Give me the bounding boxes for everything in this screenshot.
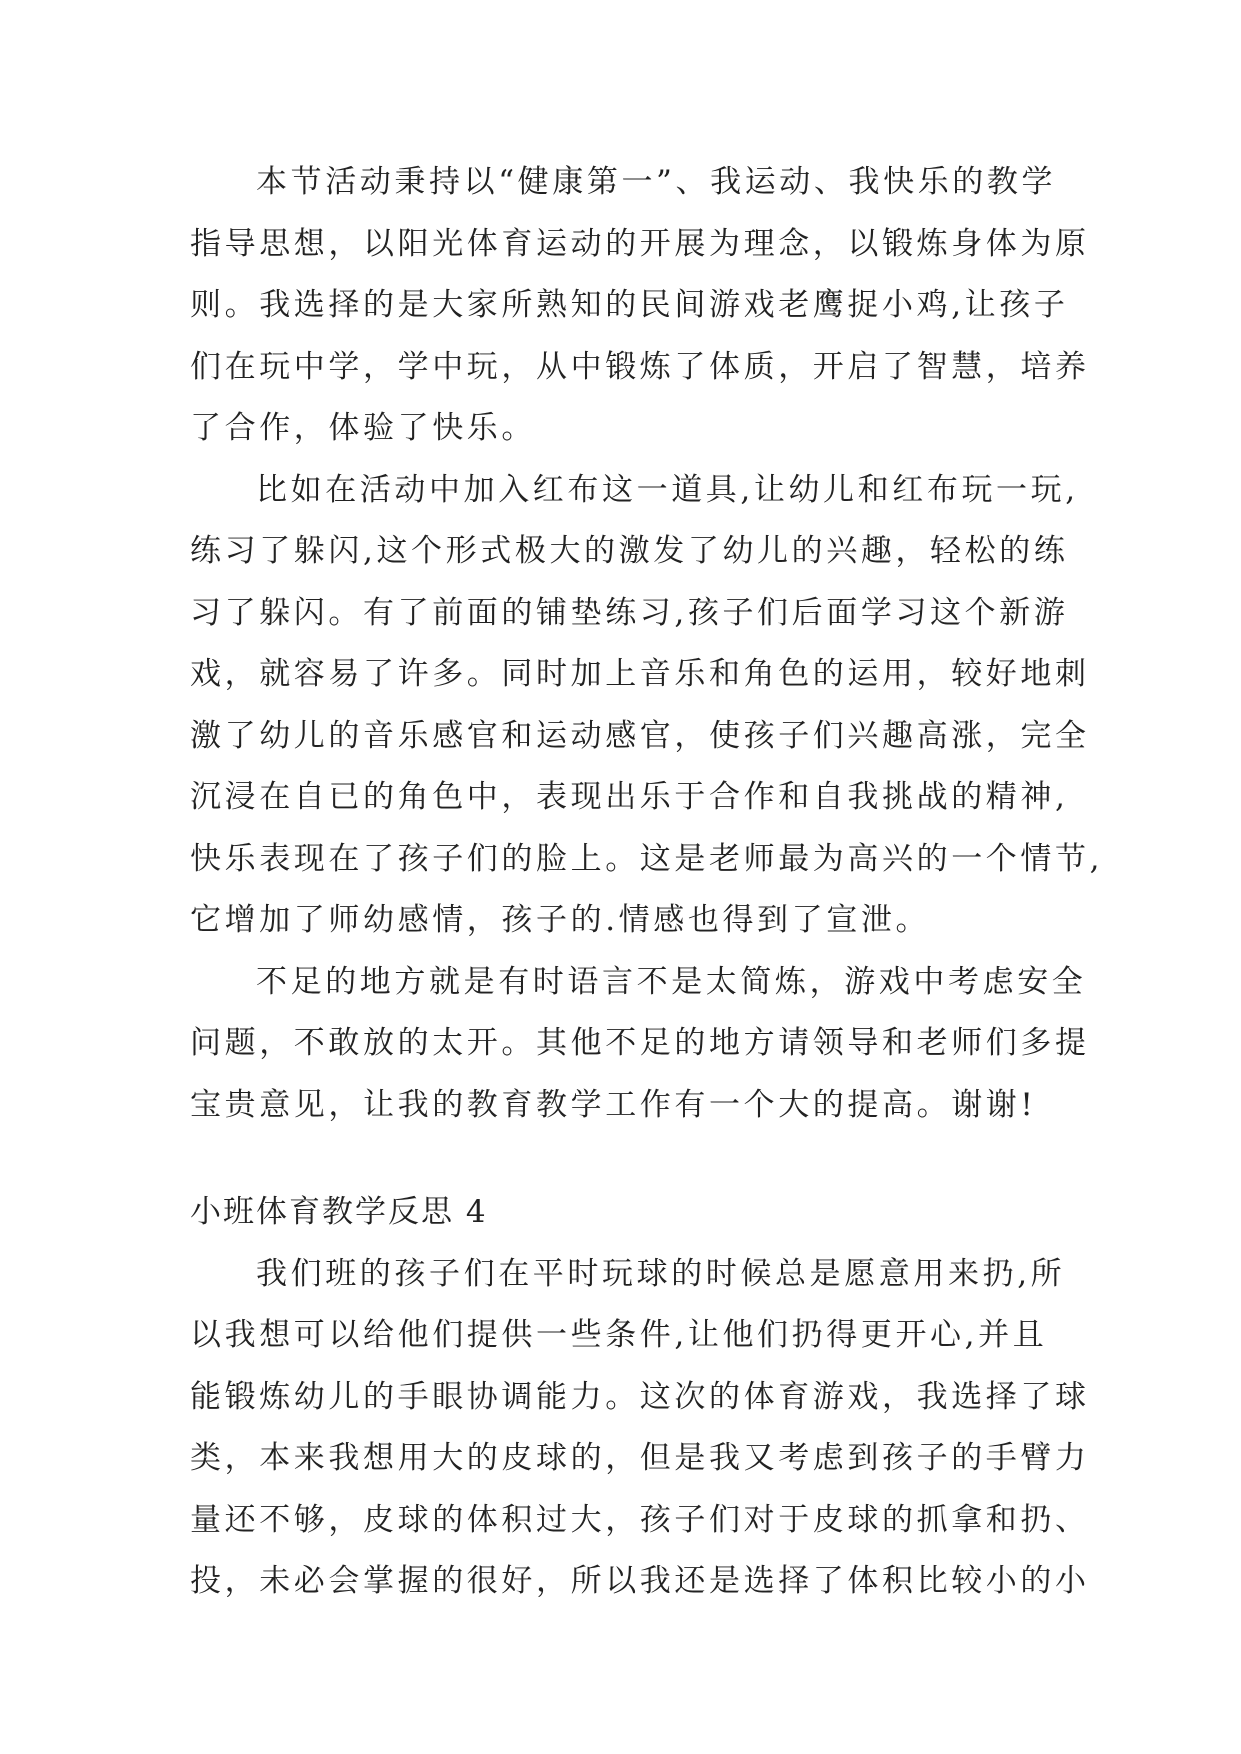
text-line: 了合作，体验了快乐。 <box>190 410 536 446</box>
text-line: 激了幼儿的音乐感官和运动感官，使孩子们兴趣高涨，完全 <box>190 717 1090 754</box>
text-line: 指导思想，以阳光体育运动的开展为理念，以锻炼身体为原 <box>190 225 1090 262</box>
text-line: 问题，不敢放的太开。其他不足的地方请领导和老师们多提 <box>190 1025 1090 1061</box>
text-line: 不足的地方就是有时语言不是太简炼，游戏中考虑安全 <box>256 963 1087 1000</box>
section-heading: 小班体育教学反思 4 <box>190 1194 488 1230</box>
text-line: 它增加了师幼感情，孩子的.情感也得到了宣泄。 <box>190 902 931 938</box>
text-line: 量还不够，皮球的体积过大，孩子们对于皮球的抓拿和扔、 <box>190 1501 1090 1538</box>
text-line: 比如在活动中加入红布这一道具,让幼儿和红布玩一玩, <box>256 471 1079 508</box>
text-line: 练习了躲闪,这个形式极大的激发了幼儿的兴趣，轻松的练 <box>190 533 1069 569</box>
text-line: 沉浸在自已的角色中，表现出乐于合作和自我挑战的精神, <box>190 779 1069 815</box>
text-line: 以我想可以给他们提供一些条件,让他们扔得更开心,并且 <box>190 1317 1048 1353</box>
paragraph-3 <box>190 952 1090 1137</box>
text-line: 投，未必会掌握的很好，所以我还是选择了体积比较小的小 <box>190 1563 1090 1599</box>
text-line: 能锻炼幼儿的手眼协调能力。这次的体育游戏，我选择了球 <box>190 1378 1090 1415</box>
text-line: 宝贵意见，让我的教育教学工作有一个大的提高。谢谢! <box>190 1086 1037 1123</box>
paragraph-2 <box>190 460 1104 952</box>
document-body <box>190 152 1104 1613</box>
text-line: 则。我选择的是大家所熟知的民间游戏老鹰捉小鸡,让孩子 <box>190 287 1069 323</box>
text-line: 类，本来我想用大的皮球的，但是我又考虑到孩子的手臂力 <box>190 1440 1090 1476</box>
paragraph-1 <box>190 152 1090 460</box>
text-line: 们在玩中学，学中玩，从中锻炼了体质，开启了智慧，培养 <box>190 348 1090 385</box>
text-line: 习了躲闪。有了前面的铺垫练习,孩子们后面学习这个新游 <box>190 594 1069 631</box>
text-line: 戏，就容易了许多。同时加上音乐和角色的运用，较好地刺 <box>190 656 1090 692</box>
text-line: 快乐表现在了孩子们的脸上。这是老师最为高兴的一个情节, <box>190 840 1104 877</box>
text-line: 我们班的孩子们在平时玩球的时候总是愿意用来扔,所 <box>256 1255 1066 1292</box>
text-line: 本节活动秉持以“健康第一”、我运动、我快乐的教学 <box>256 164 1057 200</box>
paragraph-4 <box>190 1244 1090 1613</box>
